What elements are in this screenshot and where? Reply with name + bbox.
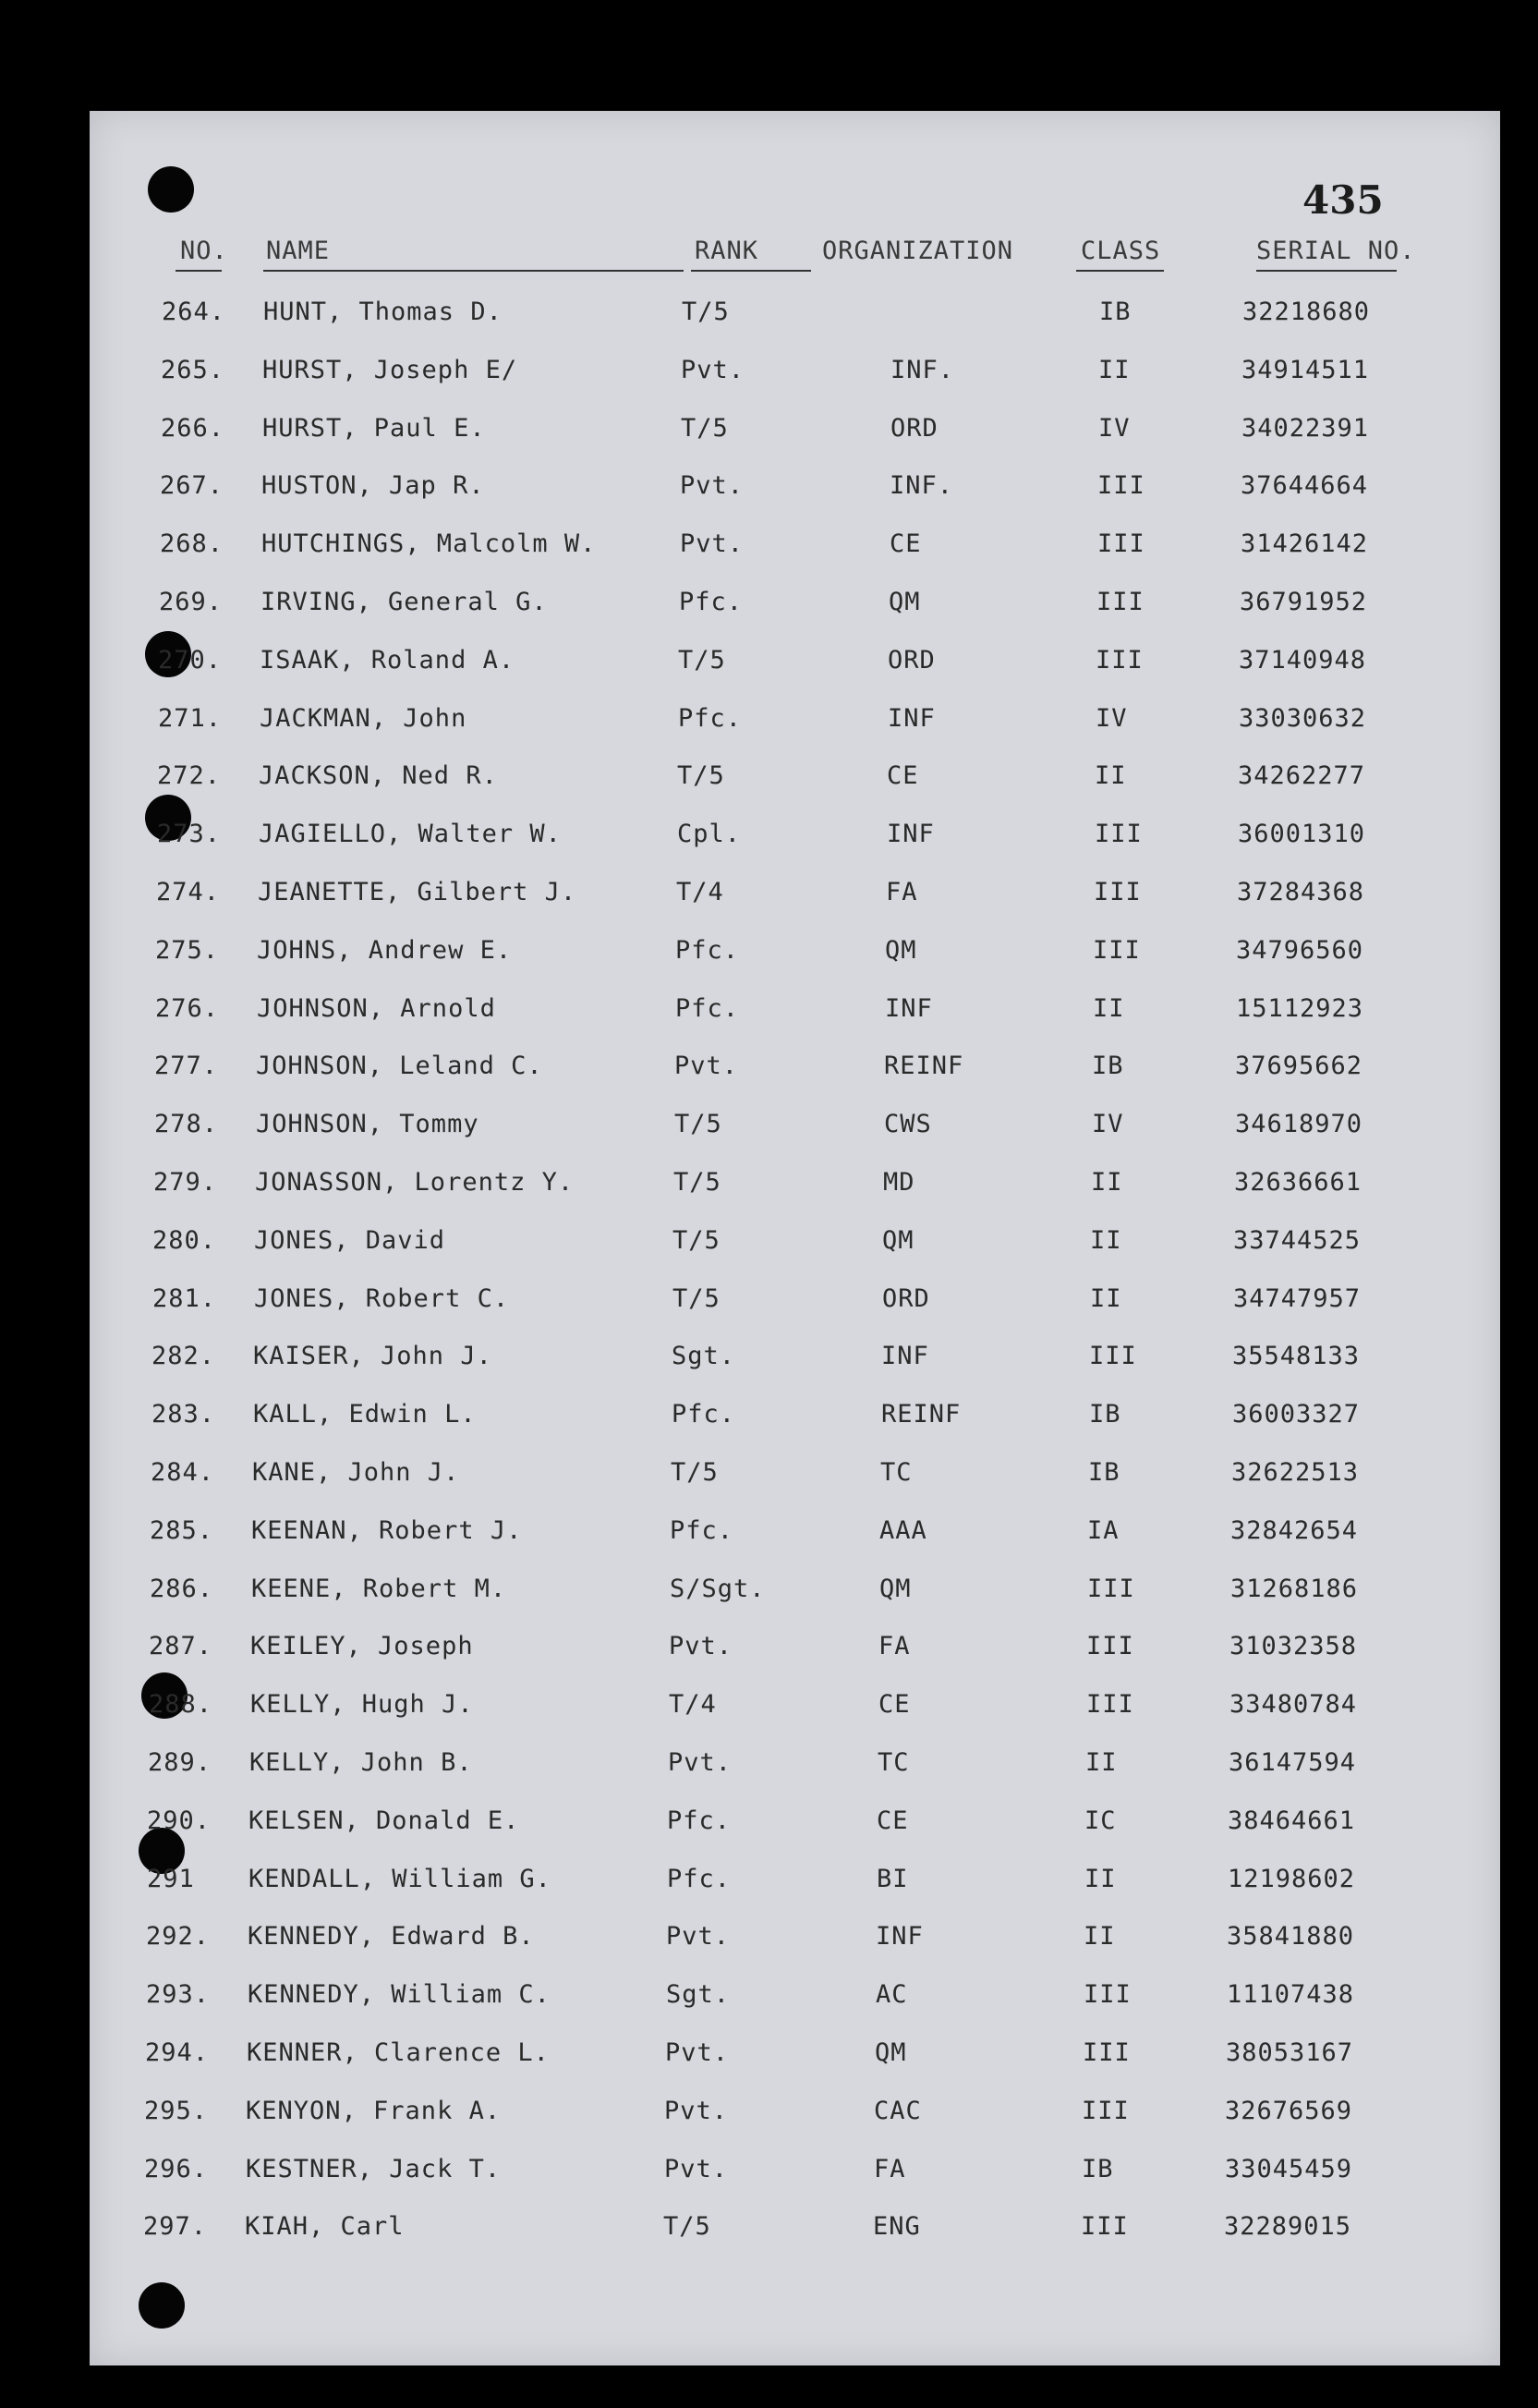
row-organization: INF. [890, 356, 955, 384]
row-class: II [1084, 1865, 1117, 1893]
row-number: 295. [144, 2097, 209, 2125]
row-name: KANE, John J. [252, 1458, 460, 1487]
row-number: 282. [151, 1342, 216, 1370]
row-class: IB [1092, 1052, 1124, 1080]
row-rank: Pfc. [672, 1400, 736, 1429]
row-organization: TC [880, 1458, 913, 1487]
row-class: III [1082, 2097, 1130, 2125]
row-rank: T/4 [676, 878, 724, 906]
row-rank: T/5 [681, 414, 729, 443]
row-organization: QM [885, 936, 917, 965]
row-number: 272. [157, 761, 222, 790]
row-class: II [1084, 1922, 1116, 1951]
header-serial: SERIAL NO. [1256, 237, 1416, 265]
row-organization: CE [890, 529, 922, 558]
row-rank: Pvt. [668, 1748, 733, 1777]
row-rank: Pvt. [674, 1052, 739, 1080]
row-rank: T/5 [672, 1284, 721, 1313]
page-number: 435 [1302, 177, 1384, 223]
row-name: KELSEN, Donald E. [248, 1806, 520, 1835]
row-serial: 37284368 [1237, 878, 1365, 906]
row-class: II [1085, 1748, 1118, 1777]
row-rank: T/4 [669, 1690, 717, 1719]
row-rank: T/5 [672, 1226, 721, 1255]
row-number: 290. [147, 1806, 212, 1835]
row-serial: 36147594 [1229, 1748, 1357, 1777]
row-serial: 33744525 [1233, 1226, 1362, 1255]
row-serial: 32676569 [1225, 2097, 1353, 2125]
row-number: 268. [160, 529, 224, 558]
header-organization: ORGANIZATION [822, 237, 1014, 265]
row-name: KAISER, John J. [253, 1342, 492, 1370]
row-organization: CAC [874, 2097, 922, 2125]
row-name: KELLY, John B. [249, 1748, 473, 1777]
row-name: JOHNS, Andrew E. [257, 936, 513, 965]
row-organization: FA [886, 878, 918, 906]
row-rank: T/5 [678, 646, 726, 675]
row-rank: Pfc. [667, 1865, 732, 1893]
row-serial: 37644664 [1241, 471, 1369, 500]
header-class: CLASS [1081, 237, 1161, 265]
row-rank: Cpl. [677, 820, 742, 848]
row-name: IRVING, General G. [260, 588, 548, 616]
row-name: KESTNER, Jack T. [246, 2155, 502, 2183]
row-serial: 36003327 [1232, 1400, 1361, 1429]
row-serial: 32636661 [1234, 1168, 1362, 1197]
row-number: 293. [146, 1980, 211, 2009]
row-organization: REINF [884, 1052, 964, 1080]
row-rank: Pvt. [664, 2155, 729, 2183]
row-class: IB [1099, 298, 1132, 326]
row-serial: 11107438 [1227, 1980, 1355, 2009]
row-number: 267. [160, 471, 224, 500]
row-rank: Pfc. [679, 588, 744, 616]
row-organization: QM [879, 1575, 912, 1603]
row-serial: 31032358 [1229, 1632, 1358, 1660]
row-serial: 34618970 [1235, 1110, 1363, 1138]
row-class: IV [1098, 414, 1131, 443]
row-rank: T/5 [673, 1168, 721, 1197]
row-number: 273. [157, 820, 222, 848]
row-name: JACKMAN, John [260, 704, 467, 733]
row-name: HUTCHINGS, Malcolm W. [261, 529, 597, 558]
row-organization: FA [874, 2155, 906, 2183]
row-class: IB [1088, 1458, 1120, 1487]
row-serial: 12198602 [1228, 1865, 1356, 1893]
row-number: 289. [148, 1748, 212, 1777]
row-serial: 35548133 [1232, 1342, 1361, 1370]
row-serial: 37140948 [1239, 646, 1367, 675]
row-organization: QM [889, 588, 921, 616]
row-organization: ENG [873, 2212, 921, 2241]
row-name: JONES, Robert C. [254, 1284, 510, 1313]
row-number: 284. [151, 1458, 215, 1487]
row-class: II [1093, 994, 1125, 1023]
row-serial: 32842654 [1230, 1516, 1359, 1545]
row-serial: 34022391 [1241, 414, 1370, 443]
row-rank: T/5 [671, 1458, 719, 1487]
row-class: III [1083, 2038, 1131, 2067]
row-organization: CWS [884, 1110, 932, 1138]
row-number: 271. [158, 704, 223, 733]
row-class: III [1086, 1632, 1134, 1660]
row-rank: Sgt. [672, 1342, 736, 1370]
row-class: III [1096, 588, 1144, 616]
row-organization: AC [876, 1980, 908, 2009]
row-rank: Pvt. [680, 529, 745, 558]
row-number: 286. [150, 1575, 214, 1603]
row-name: JONASSON, Lorentz Y. [255, 1168, 575, 1197]
row-class: II [1095, 761, 1127, 790]
row-class: IV [1092, 1110, 1124, 1138]
row-organization: AAA [879, 1516, 927, 1545]
row-organization: INF [888, 704, 936, 733]
row-name: JOHNSON, Leland C. [256, 1052, 543, 1080]
row-rank: Pvt. [681, 356, 745, 384]
row-organization: ORD [890, 414, 939, 443]
row-serial: 36791952 [1240, 588, 1368, 616]
row-name: KALL, Edwin L. [253, 1400, 477, 1429]
row-rank: Pfc. [675, 994, 740, 1023]
row-name: KENYON, Frank A. [246, 2097, 502, 2125]
row-serial: 31268186 [1230, 1575, 1359, 1603]
row-class: II [1090, 1226, 1122, 1255]
row-name: JEANETTE, Gilbert J. [258, 878, 577, 906]
row-serial: 37695662 [1235, 1052, 1363, 1080]
row-rank: T/5 [682, 298, 730, 326]
row-organization: BI [877, 1865, 909, 1893]
row-rank: Pvt. [664, 2097, 729, 2125]
row-name: JOHNSON, Tommy [256, 1110, 479, 1138]
row-rank: S/Sgt. [670, 1575, 766, 1603]
row-number: 296. [144, 2155, 209, 2183]
row-number: 285. [150, 1516, 214, 1545]
row-serial: 34796560 [1236, 936, 1364, 965]
row-number: 270. [158, 646, 223, 675]
row-organization: INF [876, 1922, 924, 1951]
row-rank: Pfc. [670, 1516, 734, 1545]
row-serial: 38053167 [1226, 2038, 1354, 2067]
row-organization: CE [878, 1690, 911, 1719]
row-class: III [1089, 1342, 1137, 1370]
row-name: ISAAK, Roland A. [260, 646, 515, 675]
row-serial: 36001310 [1238, 820, 1366, 848]
row-class: IC [1084, 1806, 1117, 1835]
row-class: II [1098, 356, 1131, 384]
row-rank: T/5 [663, 2212, 711, 2241]
row-name: JOHNSON, Arnold [257, 994, 496, 1023]
row-number: 280. [152, 1226, 217, 1255]
row-serial: 35841880 [1227, 1922, 1355, 1951]
row-serial: 33045459 [1225, 2155, 1353, 2183]
row-serial: 34747957 [1233, 1284, 1362, 1313]
row-class: IA [1087, 1516, 1120, 1545]
row-class: III [1087, 1575, 1135, 1603]
row-serial: 15112923 [1236, 994, 1364, 1023]
row-rank: Pfc. [678, 704, 743, 733]
row-name: KIAH, Carl [245, 2212, 405, 2241]
row-name: HURST, Paul E. [262, 414, 486, 443]
row-organization: INF. [890, 471, 954, 500]
row-organization: QM [875, 2038, 907, 2067]
row-rank: T/5 [677, 761, 725, 790]
row-number: 275. [155, 936, 220, 965]
header-no: NO. [180, 237, 228, 265]
row-class: III [1093, 936, 1141, 965]
row-name: KENNEDY, William C. [248, 1980, 551, 2009]
row-serial: 31426142 [1241, 529, 1369, 558]
row-organization: MD [883, 1168, 915, 1197]
row-class: III [1084, 1980, 1132, 2009]
row-serial: 32218680 [1242, 298, 1371, 326]
row-class: III [1086, 1690, 1134, 1719]
row-class: III [1094, 878, 1142, 906]
row-rank: Pvt. [680, 471, 745, 500]
row-class: III [1095, 820, 1143, 848]
row-rank: T/5 [674, 1110, 722, 1138]
row-name: KEENAN, Robert J. [251, 1516, 523, 1545]
row-serial: 33480784 [1229, 1690, 1358, 1719]
row-name: KENDALL, William G. [248, 1865, 551, 1893]
row-serial: 32622513 [1231, 1458, 1360, 1487]
row-rank: Pvt. [665, 2038, 730, 2067]
row-number: 287. [149, 1632, 213, 1660]
header-name: NAME [266, 237, 331, 265]
row-number: 266. [161, 414, 225, 443]
row-name: KENNEDY, Edward B. [248, 1922, 535, 1951]
row-number: 274. [156, 878, 221, 906]
row-number: 291 [147, 1865, 195, 1893]
row-organization: FA [878, 1632, 911, 1660]
row-organization: INF [881, 1342, 929, 1370]
row-number: 283. [151, 1400, 216, 1429]
row-class: III [1097, 529, 1145, 558]
row-serial: 32289015 [1224, 2212, 1352, 2241]
row-number: 292. [146, 1922, 211, 1951]
row-name: KEILEY, Joseph [250, 1632, 474, 1660]
row-number: 297. [143, 2212, 208, 2241]
row-serial: 34262277 [1238, 761, 1366, 790]
row-number: 264. [162, 298, 226, 326]
row-organization: CE [877, 1806, 909, 1835]
row-serial: 38464661 [1228, 1806, 1356, 1835]
row-number: 269. [159, 588, 224, 616]
row-name: KENNER, Clarence L. [247, 2038, 550, 2067]
row-number: 278. [154, 1110, 219, 1138]
row-number: 265. [161, 356, 225, 384]
row-organization: INF [885, 994, 933, 1023]
row-name: HUNT, Thomas D. [263, 298, 503, 326]
row-organization: ORD [882, 1284, 930, 1313]
row-number: 281. [152, 1284, 217, 1313]
row-class: III [1096, 646, 1144, 675]
row-class: II [1090, 1284, 1122, 1313]
row-name: JAGIELLO, Walter W. [259, 820, 562, 848]
row-rank: Pvt. [666, 1922, 731, 1951]
row-name: KEENE, Robert M. [251, 1575, 507, 1603]
row-name: HURST, Joseph E/ [262, 356, 518, 384]
row-number: 277. [154, 1052, 219, 1080]
row-class: IB [1082, 2155, 1114, 2183]
row-number: 276. [155, 994, 220, 1023]
row-organization: ORD [888, 646, 936, 675]
row-name: JONES, David [254, 1226, 446, 1255]
row-rank: Pfc. [675, 936, 740, 965]
row-organization: REINF [881, 1400, 962, 1429]
row-rank: Sgt. [666, 1980, 731, 2009]
row-class: IV [1096, 704, 1128, 733]
row-organization: TC [878, 1748, 910, 1777]
row-rank: Pfc. [667, 1806, 732, 1835]
row-organization: INF [887, 820, 935, 848]
row-serial: 33030632 [1239, 704, 1367, 733]
row-number: 279. [153, 1168, 218, 1197]
row-name: JACKSON, Ned R. [259, 761, 498, 790]
row-class: III [1097, 471, 1145, 500]
row-number: 288. [149, 1690, 213, 1719]
row-organization: QM [882, 1226, 914, 1255]
row-class: IB [1089, 1400, 1121, 1429]
row-name: KELLY, Hugh J. [250, 1690, 474, 1719]
row-serial: 34914511 [1241, 356, 1370, 384]
row-class: II [1091, 1168, 1123, 1197]
row-number: 294. [145, 2038, 210, 2067]
row-name: HUSTON, Jap R. [261, 471, 485, 500]
row-class: III [1081, 2212, 1129, 2241]
header-rank: RANK [695, 237, 759, 265]
row-organization: CE [887, 761, 919, 790]
row-rank: Pvt. [669, 1632, 733, 1660]
